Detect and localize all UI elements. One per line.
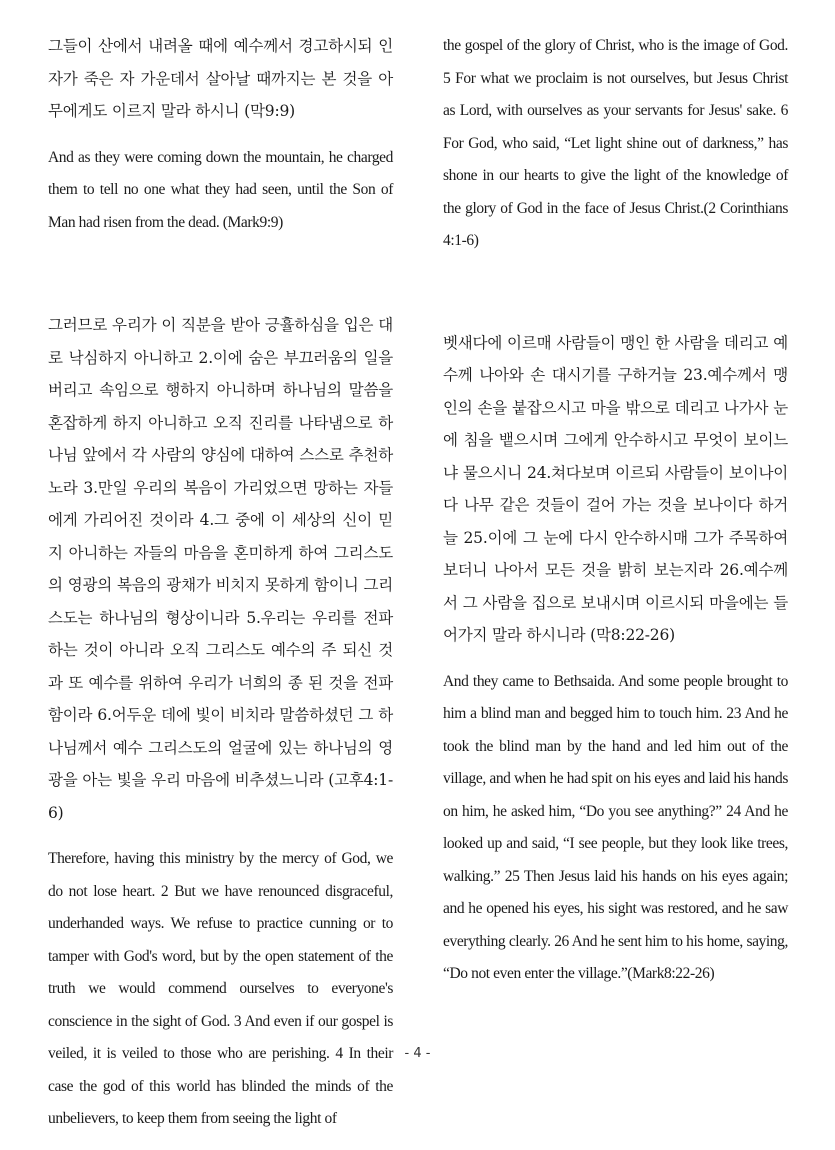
mark-8-22-korean: 벳새다에 이르매 사람들이 맹인 한 사람을 데리고 예수께 나아와 손 대시기를 구하거늘 23.예수께서 맹인의 손을 붙잡으시고 마을 밖으로 데리고 나가사 눈에 침을 뱉으시며 그에게 안수하시고 무엇이 보이느냐 물으시니 24.쳐다보며 이르되 사람들이 보이나이다 나무 같은 것들이 걸어 가는 것을 보나이다 하거늘 25.이에 그 눈에 다시 안수하시매 그가 주목하여 보더니 나아서 모든 것을 밝히 보는지라 26.예수께서 그 사람을 집으로 보내시며 이르시되 마을에는 들어가지 말라 하시니라 (막8:22-26) <box>443 333 788 644</box>
2-corinthians-4-english-part1: Therefore, having this ministry by the mercy of God, we do not lose heart. 2 But we have renounced disgraceful, underhanded ways. We refuse to practice cunning or to tamper with God's word, but by the open statement of the truth we would commend ourselves to everyone's conscience in the sight of God. 3 And even if our gospel is veiled, it is veiled to those who are perishing. 4 In their case the god of this world has blinded the minds of the unbelievers, to keep them from seeing the light of <box>48 850 393 1127</box>
2-corinthians-4-korean: 그러므로 우리가 이 직분을 받아 긍휼하심을 입은 대로 낙심하지 아니하고 2.이에 숨은 부끄러움의 일을 버리고 속임으로 행하지 아니하며 하나님의 말씀을 혼잡하게 하지 아니하고 오직 진리를 나타냄으로 하나님 앞에서 각 사람의 양심에 대하여 스스로 추천하노라 3.만일 우리의 복음이 가리었으면 망하는 자들에게 가리어진 것이라 4.그 중에 이 세상의 신이 믿지 아니하는 자들의 마음을 혼미하게 하여 그리스도의 영광의 복음의 광채가 비치지 못하게 함이니 그리스도는 하나님의 형상이니라 5.우리는 우리를 전파하는 것이 아니라 오직 그리스도 예수의 주 되신 것과 또 예수를 위하여 우리가 너희의 종 된 것을 전파함이라 6.어두운 데에 빛이 비치라 말씀하셨던 그 하나님께서 예수 그리스도의 얼굴에 있는 하나님의 영광을 아는 빛을 우리 마음에 비추셨느니라 (고후4:1-6) <box>48 316 393 822</box>
section-spacer <box>48 253 393 309</box>
mark-9-9-english: And as they were coming down the mountain, he charged them to tell no one what they had seen, until the Son of Man had risen from the dead. (Mark9:9) <box>48 148 393 231</box>
page-number: - 4 - <box>404 1046 431 1061</box>
right-column <box>443 30 788 1005</box>
mark-8-22-english: And they came to Bethsaida. And some people brought to him a blind man and begged him to touch him. 23 And he took the blind man by the hand and led him out of the village, and when he had spit on his eyes and laid his hands on him, he asked him, “Do you see anything?” 24 And he looked up and said, “I see people, but they look like trees, walking.” 25 Then Jesus laid his hands on his eyes again; and he opened his eyes, his sight was restored, and he saw everything clearly. 26 And he sent him to his home, saying, “Do not even enter the village.”(Mark8:22-26) <box>443 672 788 982</box>
mark-9-9-korean: 그들이 산에서 내려올 때에 예수께서 경고하시되 인자가 죽은 자 가운데서 살아날 때까지는 본 것을 아무에게도 이르지 말라 하시니 (막9:9) <box>48 37 393 120</box>
2-corinthians-4-english-part2: the gospel of the glory of Christ, who is the image of God. 5 For what we proclaim is not ourselves, but Jesus Christ as Lord, with ourselves as your servants for Jesus' sake. 6 For God, who said, “Let light shine out of darkness,” has shone in our hearts to give the light of the knowledge of the glory of God in the face of Jesus Christ.(2 Corinthians 4:1-6) <box>443 37 788 249</box>
left-column <box>48 30 393 1150</box>
section-spacer <box>443 272 788 327</box>
